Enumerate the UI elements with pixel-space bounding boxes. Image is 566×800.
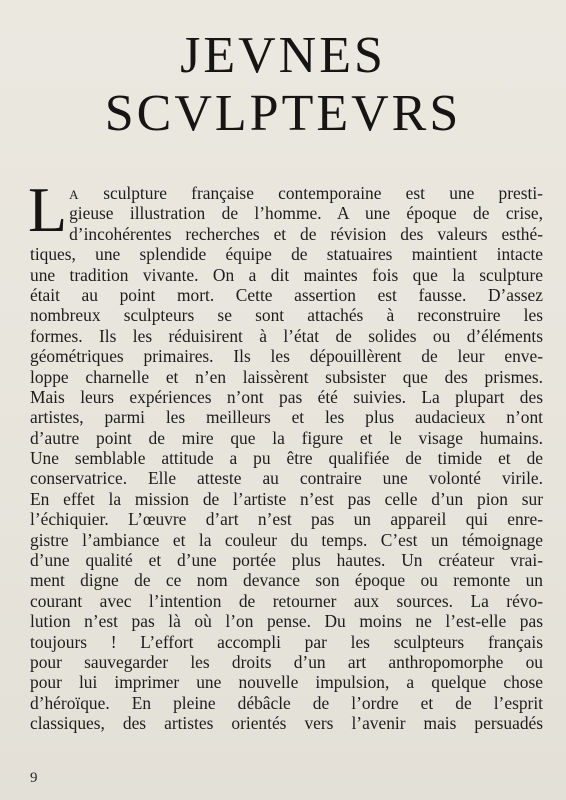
page-title-line-2: SCVLPTEVRS [104, 85, 462, 142]
body-line: d’autre point de mire que la figure et le visage humains. [30, 427, 543, 448]
body-line: gieuse illustration de l’homme. A une époque de crise, [69, 203, 543, 224]
first-word-rest: A [69, 187, 79, 202]
page-title-line-1: JEVNES [180, 27, 386, 84]
body-line: artistes, parmi les meilleurs et les plus audacieux n’ont [30, 407, 543, 428]
body-line: En effet la mission de l’artiste n’est pas celle d’un pion sur [30, 488, 543, 509]
body-line: loppe charnelle et n’en laissèrent subsister que des prismes. [30, 366, 543, 387]
body-line: toujours ! L’effort accompli par les sculpteurs français [30, 631, 543, 652]
body-line: nombreux sculpteurs se sont attachés à reconstruire les [30, 305, 543, 326]
body-line: d’une qualité et d’une portée plus hautes. Un créateur vrai- [30, 550, 543, 571]
body-line: géométriques primaires. Ils les dépouillèrent de leur enve- [30, 346, 543, 367]
body-line: Mais leurs expériences n’ont pas été suivies. La plupart des [30, 386, 543, 407]
body-line: formes. Ils les réduisirent à l’état de solides ou d’éléments [30, 325, 543, 346]
body-line: ment digne de ce nom devance son époque ou remonte un [30, 570, 543, 591]
body-line: Une semblable attitude a pu être qualifiée de timide et de [30, 448, 543, 469]
body-line: pour lui imprimer une nouvelle impulsion, a quelque chose [30, 672, 543, 693]
body-line: lution n’est pas là où l’on pense. Du moins ne l’est-elle pas [30, 611, 543, 632]
body-line: d’incohérentes recherches et de révision des valeurs esthé- [69, 223, 543, 244]
body-line: tiques, une splendide équipe de statuaires maintient intacte [30, 244, 543, 265]
body-line: classiques, des artistes orientés vers l’avenir mais persuadés [30, 713, 543, 734]
drop-cap: L [28, 174, 68, 245]
article-body [28, 174, 543, 734]
body-line: était au point mort. Cette assertion est fausse. D’assez [30, 284, 543, 305]
body-line: conservatrice. Elle atteste au contraire une volonté virile. [30, 468, 543, 489]
body-line: pour sauvegarder les droits d’un art anthropomorphe ou [30, 651, 543, 672]
body-line-text: sculpture française contemporaine est une presti- [103, 183, 543, 203]
page-number: 9 [30, 770, 38, 786]
body-line: gistre l’ambiance et la couleur du temps. C’est un témoignage [30, 529, 543, 550]
body-line: une tradition vivante. On a dit maintes fois que la sculpture [30, 264, 543, 285]
body-line: courant avec l’intention de retourner aux sources. La révo- [30, 590, 543, 611]
body-line: l’échiquier. L’œuvre d’art n’est pas un appareil qui enre- [30, 509, 543, 530]
body-line: d’héroïque. En pleine débâcle de l’ordre et de l’esprit [30, 692, 543, 713]
body-line [69, 183, 543, 203]
